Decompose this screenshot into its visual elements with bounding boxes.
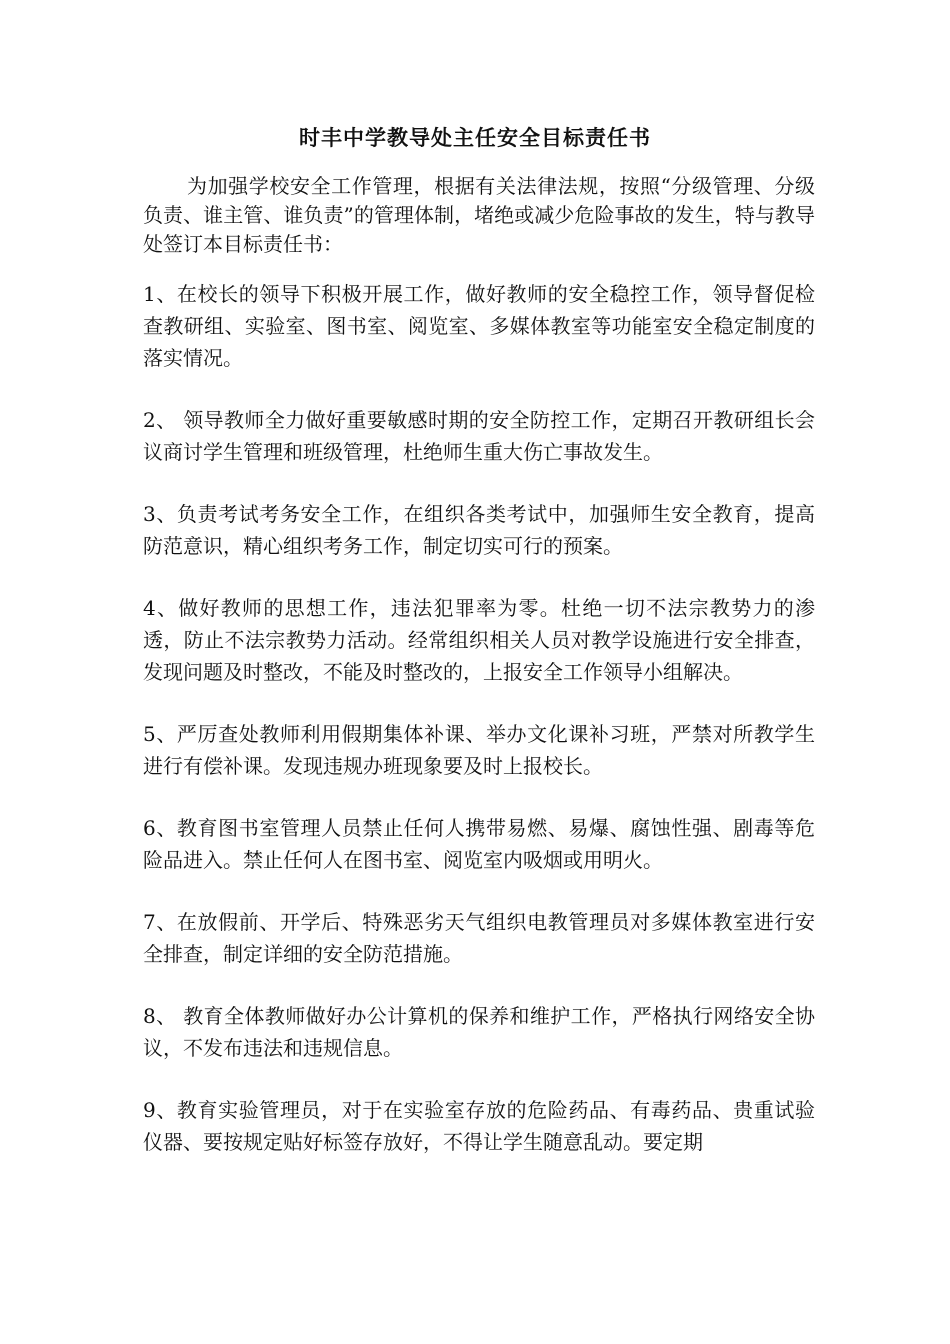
clause-item-3: 3、负责考试考务安全工作，在组织各类考试中，加强师生安全教育，提高防范意识，精心组织考务工作，制定切实可行的预案。 xyxy=(143,502,815,558)
clause-item-4: 4、做好教师的思想工作，违法犯罪率为零。杜绝一切不法宗教势力的渗透，防止不法宗教势力活动。经常组织相关人员对教学设施进行安全排查，发现问题及时整改，不能及时整改的，上报安全工作领导小组解决。 xyxy=(143,596,815,684)
clause-list xyxy=(143,278,815,1158)
clause-item-2: 2、 领导教师全力做好重要敏感时期的安全防控工作，定期召开教研组长会议商讨学生管理和班级管理，杜绝师生重大伤亡事故发生。 xyxy=(143,408,815,464)
clause-item-9: 9、教育实验管理员，对于在实验室存放的危险药品、有毒药品、贵重试验仪器、要按规定贴好标签存放好，不得让学生随意乱动。要定期 xyxy=(143,1098,815,1154)
clause-item-5: 5、严厉查处教师利用假期集体补课、举办文化课补习班，严禁对所教学生进行有偿补课。发现违规办班现象要及时上报校长。 xyxy=(143,722,815,778)
document-title: 时丰中学教导处主任安全目标责任书 xyxy=(299,125,651,150)
clause-item-7: 7、在放假前、开学后、特殊恶劣天气组织电教管理员对多媒体教室进行安全排查，制定详细的安全防范措施。 xyxy=(143,910,815,966)
clause-item-6: 6、教育图书室管理人员禁止任何人携带易燃、易爆、腐蚀性强、剧毒等危险品进入。禁止任何人在图书室、阅览室内吸烟或用明火。 xyxy=(143,816,815,872)
intro-paragraph: 为加强学校安全工作管理，根据有关法律法规，按照“分级管理、分级负责、谁主管、谁负责”的管理体制，堵绝或减少危险事故的发生，特与教导处签订本目标责任书： xyxy=(143,174,815,256)
clause-item-8: 8、 教育全体教师做好办公计算机的保养和维护工作，严格执行网络安全协议，不发布违法和违规信息。 xyxy=(143,1004,815,1060)
clause-item-1: 1、在校长的领导下积极开展工作，做好教师的安全稳控工作，领导督促检查教研组、实验室、图书室、阅览室、多媒体教室等功能室安全稳定制度的落实情况。 xyxy=(143,282,815,370)
